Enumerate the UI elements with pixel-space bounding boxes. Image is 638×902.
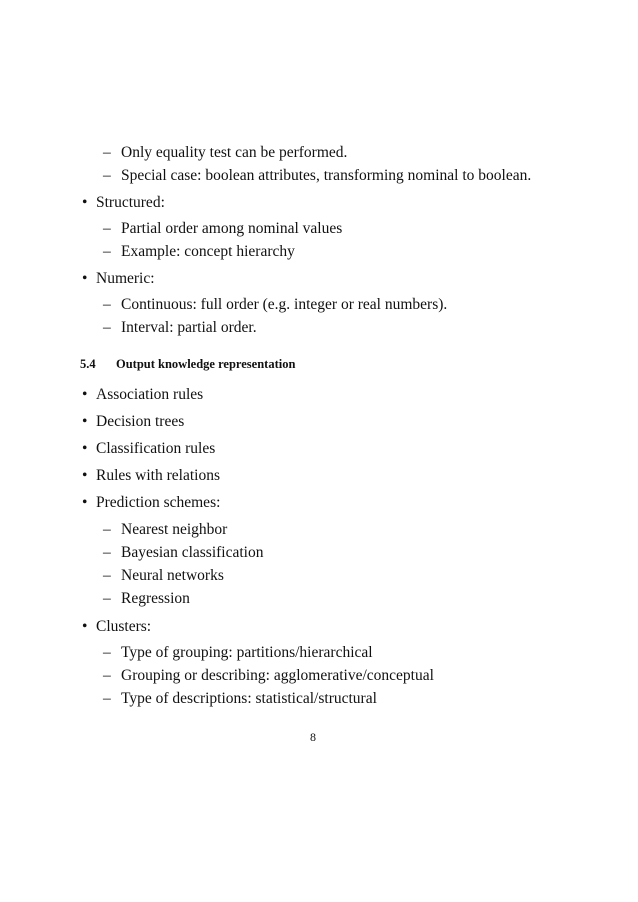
- list-item: [82, 617, 151, 637]
- list-item-text: Decision trees: [96, 413, 185, 430]
- list-item-text: Association rules: [96, 386, 204, 403]
- list-item: [82, 385, 203, 405]
- list-item: [103, 689, 377, 709]
- list-item-text: Classification rules: [96, 440, 216, 457]
- bullet-marker: •: [82, 270, 88, 287]
- list-item: [103, 589, 190, 609]
- list-item: [103, 143, 347, 163]
- list-item-text: Grouping or describing: agglomerative/conceptual: [121, 667, 434, 684]
- list-item: [103, 566, 224, 586]
- list-item-text: Clusters:: [96, 618, 152, 635]
- bullet-marker: •: [82, 618, 88, 635]
- list-item: [103, 242, 295, 262]
- section-title: Output knowledge representation: [116, 357, 296, 371]
- list-item: [103, 318, 257, 338]
- list-item-text: Type of descriptions: statistical/structural: [121, 690, 377, 707]
- list-item-text: Special case: boolean attributes, transforming nominal to boolean.: [121, 167, 532, 184]
- list-item-text: Bayesian classification: [121, 544, 264, 561]
- list-item-text: Type of grouping: partitions/hierarchical: [121, 644, 373, 661]
- dash-marker: –: [103, 296, 111, 313]
- list-item-text: Continuous: full order (e.g. integer or real numbers).: [121, 296, 448, 313]
- list-item: [103, 643, 373, 663]
- dash-marker: –: [103, 544, 111, 561]
- list-item: [82, 269, 155, 289]
- list-item: [82, 466, 220, 486]
- dash-marker: –: [103, 521, 111, 538]
- section-number: 5.4: [80, 357, 96, 371]
- dash-marker: –: [103, 243, 111, 260]
- list-item-text: Prediction schemes:: [96, 494, 221, 511]
- list-item: [82, 439, 215, 459]
- list-item-text: Interval: partial order.: [121, 319, 257, 336]
- bullet-marker: •: [82, 494, 88, 511]
- page-number: 8: [310, 730, 316, 744]
- bullet-marker: •: [82, 413, 88, 430]
- list-item-text: Nearest neighbor: [121, 521, 228, 538]
- list-item-text: Partial order among nominal values: [121, 220, 343, 237]
- list-item: [103, 666, 434, 686]
- dash-marker: –: [103, 567, 111, 584]
- bullet-marker: •: [82, 440, 88, 457]
- list-item: [103, 520, 227, 540]
- list-item: [103, 295, 447, 315]
- list-item: [103, 166, 531, 186]
- list-item: [103, 543, 263, 563]
- list-item-text: Rules with relations: [96, 467, 220, 484]
- dash-marker: –: [103, 690, 111, 707]
- dash-marker: –: [103, 644, 111, 661]
- list-item-text: Numeric:: [96, 270, 155, 287]
- bullet-marker: •: [82, 467, 88, 484]
- dash-marker: –: [103, 220, 111, 237]
- list-item: [82, 412, 184, 432]
- list-item: [103, 219, 342, 239]
- list-item: [82, 193, 165, 213]
- list-item: [82, 493, 220, 513]
- list-item-text: Neural networks: [121, 567, 224, 584]
- list-item-text: Example: concept hierarchy: [121, 243, 295, 260]
- bullet-marker: •: [82, 386, 88, 403]
- list-item-text: Only equality test can be performed.: [121, 144, 348, 161]
- list-item-text: Structured:: [96, 194, 165, 211]
- dash-marker: –: [103, 144, 111, 161]
- bullet-marker: •: [82, 194, 88, 211]
- dash-marker: –: [103, 667, 111, 684]
- dash-marker: –: [103, 167, 111, 184]
- list-item-text: Regression: [121, 590, 190, 607]
- section-heading: [80, 357, 295, 372]
- dash-marker: –: [103, 590, 111, 607]
- dash-marker: –: [103, 319, 111, 336]
